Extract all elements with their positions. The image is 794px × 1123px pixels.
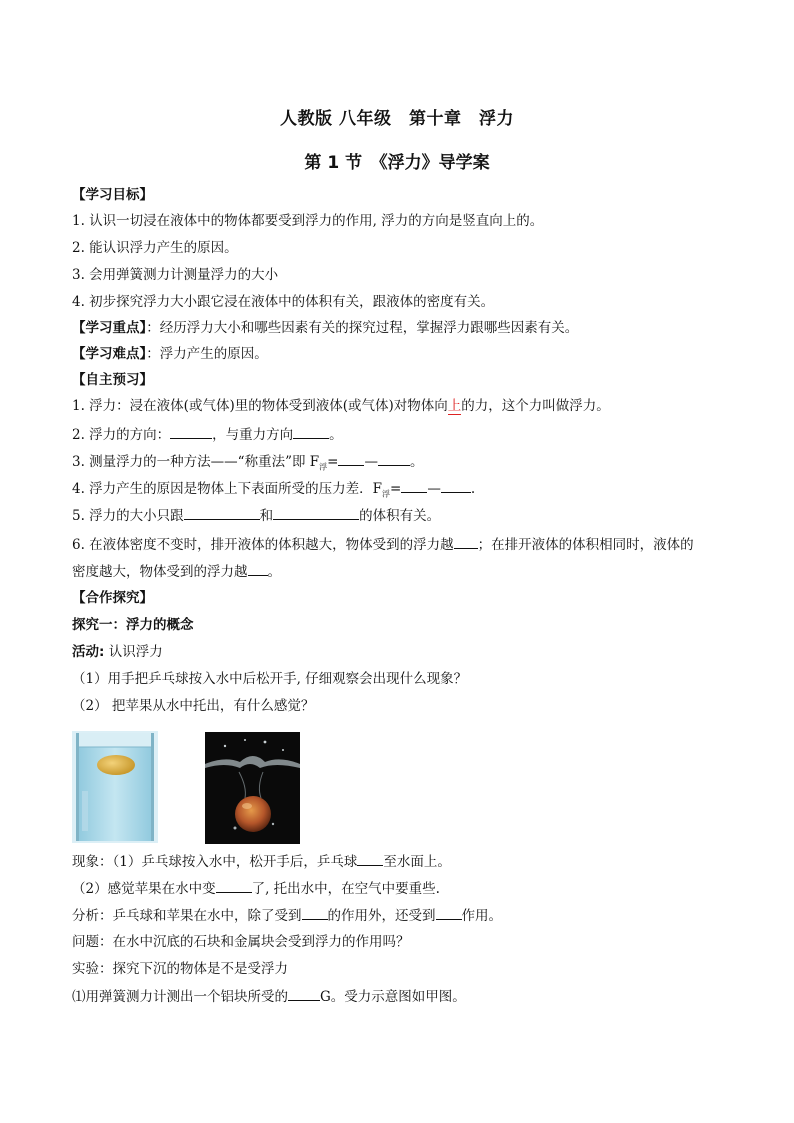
q3-blank-2[interactable] [378,452,410,466]
obs2-text-a: （2）感觉苹果在水中变 [72,881,216,897]
activity-step-2: （2） 把苹果从水中托出，有什么感觉？ [72,698,315,714]
q4-blank-2[interactable] [441,479,471,493]
q4-text-d: . [470,481,476,497]
experiment-line: 实验：探究下沉的物体是不是受浮力 [72,961,288,977]
difficulty-label: 【学习难点】 [72,346,147,362]
q6-blank-2[interactable] [248,562,268,576]
q3-subscript: 浮 [319,462,328,472]
ping-pong-glass-photo [72,731,158,843]
analysis-text-c: 作用。 [461,908,502,924]
obs2-text-b: 了, 托出水中，在空气中要重些. [251,881,440,897]
preview-q1 [72,397,732,415]
analysis-blank-2[interactable] [436,906,462,920]
observation-1 [72,852,732,871]
q4-text-a: 4. 浮力产生的原因是物体上下表面所受的压力差．F [72,481,383,497]
preview-heading: 【自主预习】 [72,372,153,388]
analysis-text-b: 的作用外，还受到 [327,908,436,924]
preview-q6-line1 [72,535,732,554]
q1-text-b: 的力，这个力叫做浮力。 [461,398,610,414]
q5-text-b: 和 [259,508,274,524]
q5-text-a: 5. 浮力的大小只跟 [72,508,184,524]
goal-item-3: 3. 会用弹簧测力计测量浮力的大小 [72,267,279,283]
document-subtitle: 第 1 节 《浮力》导学案 [304,153,490,173]
experiment-step-1 [72,987,732,1006]
preview-q5 [72,506,732,525]
goal-item-1: 1. 认识一切浸在液体中的物体都要受到浮力的作用, 浮力的方向是竖直向上的。 [72,213,544,229]
q3-text-b: = [327,454,339,470]
goals-heading: 【学习目标】 [72,187,153,203]
q3-text-c: — [364,454,378,470]
preview-q6-line2 [72,562,732,581]
q4-text-c: — [427,481,441,497]
q6-blank-1[interactable] [454,535,478,549]
explore-heading: 【合作探究】 [72,590,153,606]
q2-text-c: 。 [329,427,343,443]
q1-text-a: 1. 浮力：浸在液体(或气体)里的物体受到液体(或气体)对物体向 [72,398,448,414]
q2-blank-1[interactable] [170,425,212,439]
preview-q4 [72,479,732,504]
q3-blank-1[interactable] [338,452,364,466]
q5-blank-1[interactable] [184,506,260,520]
q2-text-a: 2. 浮力的方向： [72,427,171,443]
q1-answer-mark: 上 [447,398,462,414]
difficulty-line [72,345,732,363]
obs1-text-b: 至水面上。 [383,854,451,870]
q2-text-b: ，与重力方向 [212,427,294,443]
q3-text-a: 3. 测量浮力的一种方法——“称重法”即 F [72,454,320,470]
q3-text-d: 。 [409,454,424,470]
obs1-text-a: 现象：（1）乒乓球按入水中，松开手后，乒乓球 [72,854,358,870]
key-point-text: ：经历浮力大小和哪些因素有关的探究过程，掌握浮力跟哪些因素有关。 [146,320,579,336]
preview-q3 [72,452,732,477]
analysis-line [72,906,732,925]
explore-section-1: 探究一：浮力的概念 [72,617,194,633]
q4-subscript: 浮 [382,489,391,499]
observation-2 [72,879,732,898]
goal-item-4: 4. 初步探究浮力大小跟它浸在液体中的体积有关，跟液体的密度有关。 [72,294,495,310]
q5-blank-2[interactable] [273,506,359,520]
goal-item-2: 2. 能认识浮力产生的原因。 [72,240,238,256]
q4-text-b: = [390,481,402,497]
activity-label: 活动: [72,644,105,660]
activity-line [72,643,732,661]
key-point-label: 【学习重点】 [72,320,147,336]
document-title: 人教版 八年级 第十章 浮力 [280,109,514,129]
obs2-blank[interactable] [216,879,252,893]
obs1-blank[interactable] [357,852,383,866]
activity-text: 认识浮力 [104,644,163,660]
exp1-blank[interactable] [288,987,320,1001]
difficulty-text: ：浮力产生的原因。 [146,346,268,362]
analysis-text-a: 分析：乒乓球和苹果在水中，除了受到 [72,908,302,924]
exp1-text-a: ⑴用弹簧测力计测出一个铝块所受的 [72,989,288,1005]
activity-step-1: （1）用手把乒乓球按入水中后松开手, 仔细观察会出现什么现象？ [72,671,468,687]
q4-blank-1[interactable] [401,479,427,493]
exp1-text-b: G。受力示意图如甲图。 [320,989,466,1005]
q6-text-c: 密度越大，物体受到的浮力越 [72,564,248,580]
key-point-line [72,319,732,337]
q2-blank-2[interactable] [293,425,329,439]
analysis-blank-1[interactable] [302,906,328,920]
q6-text-a: 6. 在液体密度不变时，排开液体的体积越大，物体受到的浮力越 [72,537,454,553]
preview-q2 [72,425,732,444]
apple-water-photo [205,732,300,844]
q6-text-d: 。 [267,564,281,580]
question-line: 问题：在水中沉底的石块和金属块会受到浮力的作用吗？ [72,934,410,950]
q5-text-c: 的体积有关。 [359,508,441,524]
q6-text-b: ；在排开液体的体积相同时，液体的 [477,537,694,553]
